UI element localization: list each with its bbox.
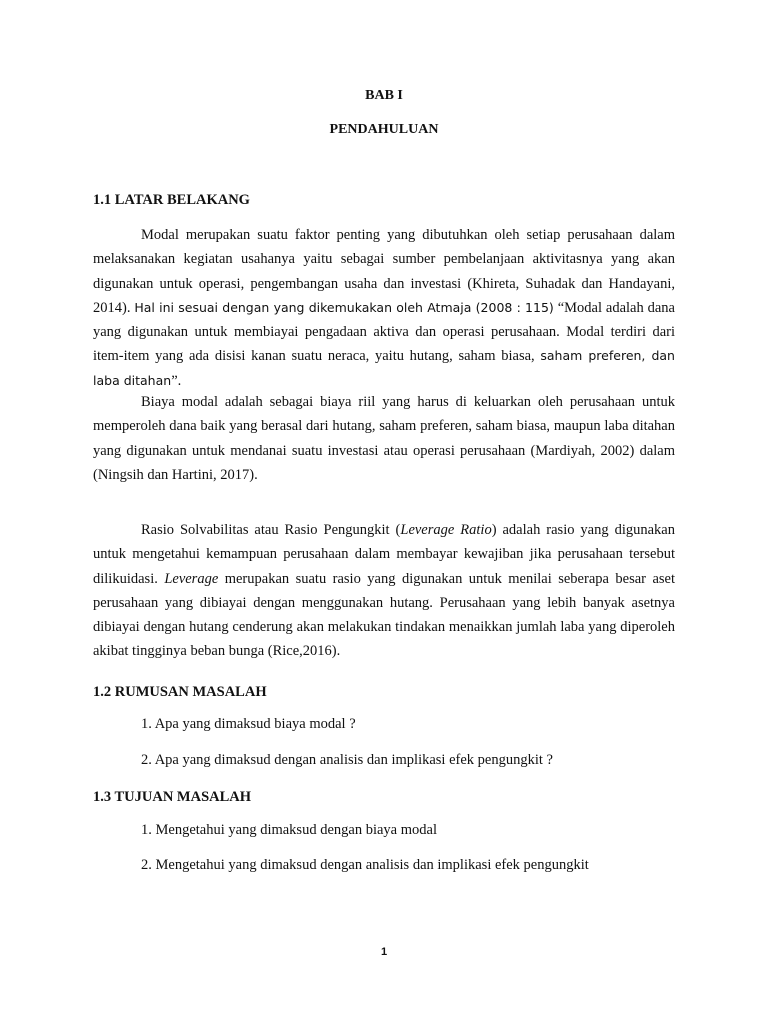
list-item-rumusan-2: 2. Apa yang dimaksud dengan analisis dan implikasi efek pengungkit ?: [141, 752, 553, 768]
paragraph-rasio-text-a: Rasio Solvabilitas atau Rasio Pengungkit (: [141, 522, 401, 538]
paragraph-biaya-modal: Biaya modal adalah sebagai biaya riil yang harus di keluarkan oleh perusahaan untuk memperoleh dana baik yang berasal dari hutang, saham preferen, saham biasa, maupun laba ditahan yang digunakan untuk mendanai suatu investasi atau operasi perusahaan (Mardiyah, 2002) dalam (Ningsih dan Hartini, 2017).: [93, 394, 675, 483]
paragraph-modal-text-d: saham preferen, dan laba ditahan: [93, 348, 675, 388]
chapter-number: BAB I: [365, 88, 403, 103]
section-heading-latar-belakang: 1.1 LATAR BELAKANG: [93, 192, 250, 208]
chapter-title: PENDAHULUAN: [329, 122, 439, 137]
paragraph-rasio-text-c: ) adalah rasio yang digunakan untuk mengetahui kemampuan perusahaan dalam membayar kewajiban jika perusahaan tersebut dilikuidasi.: [93, 522, 675, 587]
paragraph-modal: [93, 223, 675, 393]
paragraph-rasio-term-leverage: Leverage: [164, 570, 219, 587]
list-item-rumusan-1: 1. Apa yang dimaksud biaya modal ?: [141, 716, 356, 732]
list-item-tujuan-1: 1. Mengetahui yang dimaksud dengan biaya modal: [141, 822, 437, 838]
paragraph-modal-text-c: “Modal adalah dana yang digunakan untuk membiayai pengadaan aktiva dan operasi perusahaan. Modal terdiri dari item-item yang ada disisi kanan suatu neraca, yaitu hutang, saham biasa,: [93, 299, 675, 365]
paragraph-rasio-term-leverage-ratio: Leverage Ratio: [400, 522, 492, 538]
paragraph-modal-citation-atmaja: Hal ini sesuai dengan yang dikemukakan oleh Atmaja (2008 : 115): [134, 299, 554, 315]
paragraph-rasio-solvabilitas: [93, 518, 675, 664]
page-number: 1: [380, 946, 388, 958]
section-heading-rumusan-masalah: 1.2 RUMUSAN MASALAH: [93, 684, 267, 700]
paragraph-modal-text-a: Modal merupakan suatu faktor penting yang dibutuhkan oleh setiap perusahaan dalam melaksanakan kegiatan usahanya yaitu sebagai sumber pembelanjaan aktivitasnya yang akan digunakan untuk operasi, pengembangan usaha dan investasi (Khireta, Suhadak dan Handayani, 2014).: [93, 227, 675, 316]
paragraph-modal-text-e: ”.: [171, 372, 182, 389]
section-heading-tujuan-masalah: 1.3 TUJUAN MASALAH: [93, 789, 252, 805]
paragraph-rasio-text-e: merupakan suatu rasio yang digunakan untuk menilai seberapa besar aset perusahaan yang dibiayai dengan menggunakan hutang. Perusahaan yang lebih banyak asetnya dibiayai dengan hutang cenderung akan melakukan tindakan menaikkan jumlah laba yang diperoleh akibat tingginya beban bunga (Rice,2016).: [93, 570, 675, 660]
list-item-tujuan-2: 2. Mengetahui yang dimaksud dengan analisis dan implikasi efek pengungkit: [141, 857, 589, 873]
